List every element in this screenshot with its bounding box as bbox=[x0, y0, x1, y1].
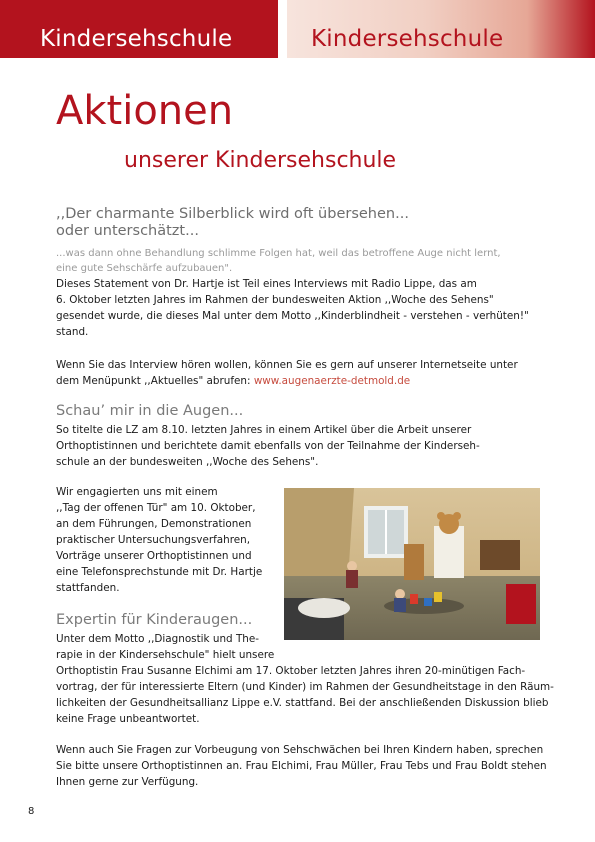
paragraph-line: Ihnen gerne zur Verfügung. bbox=[56, 776, 199, 788]
paragraph-interview bbox=[56, 276, 529, 340]
paragraph-line: Wir engagierten uns mit einem bbox=[56, 486, 218, 498]
quote-line-1: ,,Der charmante Silberblick wird oft übersehen... bbox=[56, 206, 409, 222]
quote-sub-line-2: eine gute Sehschärfe aufzubauen". bbox=[56, 263, 233, 274]
quote-sub-line-1: ...was dann ohne Behandlung schlimme Folgen hat, weil das betroffene Auge nicht lernt, bbox=[56, 248, 501, 259]
paragraph-line: Dieses Statement von Dr. Hartje ist Teil eines Interviews mit Radio Lippe, das am bbox=[56, 278, 477, 290]
paragraph-line: stattfanden. bbox=[56, 582, 120, 594]
paragraph-line: Unter dem Motto ,,Diagnostik und The- bbox=[56, 633, 260, 645]
paragraph-line: schule an der bundesweiten ,,Woche des Sehens". bbox=[56, 456, 319, 468]
header-title-right: Kindersehschule bbox=[311, 26, 504, 52]
paragraph-line: an dem Führungen, Demonstrationen bbox=[56, 518, 252, 530]
pull-quote bbox=[56, 206, 456, 240]
paragraph-line: 6. Oktober letzten Jahres im Rahmen der bundesweiten Aktion ,,Woche des Sehens" bbox=[56, 294, 494, 306]
quote-continuation bbox=[56, 246, 516, 276]
paragraph-line: Orthoptistin Frau Susanne Elchimi am 17. Oktober letzten Jahres ihren 20-minütigen Fach- bbox=[56, 665, 526, 677]
paragraph-line bbox=[56, 373, 518, 389]
section-heading-expertin: Expertin für Kinderaugen... bbox=[56, 612, 253, 628]
paragraph-line: praktischer Untersuchungsverfahren, bbox=[56, 534, 251, 546]
quote-line-2: oder unterschätzt... bbox=[56, 223, 199, 239]
paragraph-line: Wenn Sie das Interview hören wollen, können Sie es gern auf unserer Internetseite unter bbox=[56, 359, 518, 371]
page-subtitle: unserer Kindersehschule bbox=[124, 148, 397, 173]
page-title: Aktionen bbox=[56, 88, 234, 134]
waiting-room-photo bbox=[284, 488, 540, 640]
paragraph-lecture bbox=[56, 631, 554, 727]
paragraph-website bbox=[56, 357, 518, 389]
paragraph-text: dem Menüpunkt ,,Aktuelles" abrufen: bbox=[56, 375, 254, 387]
website-link[interactable]: www.augenaerzte-detmold.de bbox=[253, 375, 411, 387]
paragraph-line: lichkeiten der Gesundheitsallianz Lippe e.V. stattfand. Bei der anschließenden Diskussion blieb bbox=[56, 697, 549, 709]
paragraph-line: ,,Tag der offenen Tür" am 10. Oktober, bbox=[56, 502, 256, 514]
paragraph-line: So titelte die LZ am 8.10. letzten Jahres in einem Artikel über die Arbeit unserer bbox=[56, 424, 472, 436]
section-heading-schau: Schau’ mir in die Augen... bbox=[56, 403, 244, 419]
paragraph-line: vortrag, der für interessierte Eltern (und Kinder) im Rahmen der Gesundheitstage in den Räum- bbox=[56, 681, 554, 693]
header-title-left: Kindersehschule bbox=[40, 26, 233, 52]
paragraph-line: stand. bbox=[56, 326, 89, 338]
paragraph-line: keine Frage unbeantwortet. bbox=[56, 713, 200, 725]
paragraph-line: gesendet wurde, die dieses Mal unter dem Motto ,,Kinderblindheit - verstehen - verhüten!" bbox=[56, 310, 529, 322]
paragraph-line: Wenn auch Sie Fragen zur Vorbeugung von Sehschwächen bei Ihren Kindern haben, sprechen bbox=[56, 744, 544, 756]
paragraph-line: Sie bitte unsere Orthoptistinnen an. Frau Elchimi, Frau Müller, Frau Tebs und Frau Boldt stehen bbox=[56, 760, 547, 772]
paragraph-line: Orthoptistinnen und berichtete damit ebenfalls von der Teilnahme der Kinderseh- bbox=[56, 440, 480, 452]
paragraph-line: Vorträge unserer Orthoptistinnen und bbox=[56, 550, 252, 562]
paragraph-open-day bbox=[56, 484, 262, 596]
paragraph-lz-article bbox=[56, 422, 480, 470]
paragraph-contact bbox=[56, 742, 547, 790]
paragraph-line: rapie in der Kindersehschule" hielt unsere bbox=[56, 649, 275, 661]
paragraph-line: eine Telefonsprechstunde mit Dr. Hartje bbox=[56, 566, 263, 578]
page-number: 8 bbox=[28, 806, 35, 817]
